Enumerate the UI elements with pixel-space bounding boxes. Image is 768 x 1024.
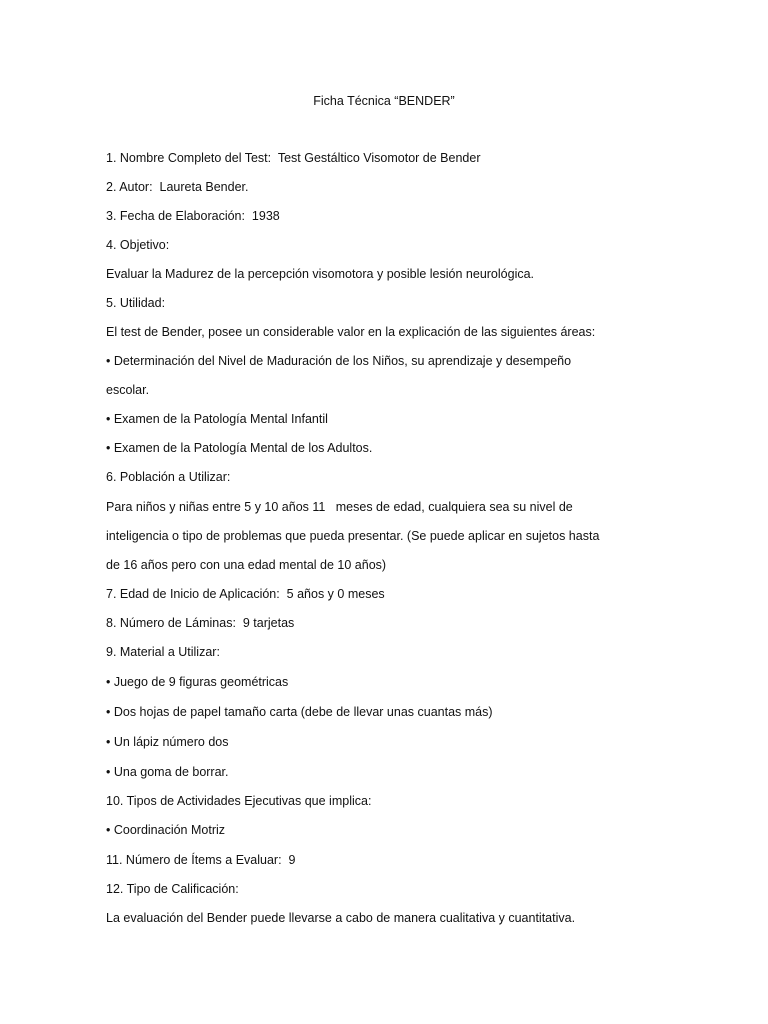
section-heading-material: 9. Material a Utilizar: <box>106 645 220 659</box>
section-heading-population: 6. Población a Utilizar: <box>106 470 231 484</box>
text-line-items: 11. Número de Ítems a Evaluar: 9 <box>106 853 296 867</box>
text-line-date: 3. Fecha de Elaboración: 1938 <box>106 209 280 223</box>
paragraph-line: Evaluar la Madurez de la percepción visomotora y posible lesión neurológica. <box>106 267 535 281</box>
paragraph-line: Para niños y niñas entre 5 y 10 años 11 meses de edad, cualquiera sea su nivel de <box>106 500 573 514</box>
bullet-item: • Examen de la Patología Mental Infantil <box>106 412 328 426</box>
section-heading-activities: 10. Tipos de Actividades Ejecutivas que implica: <box>106 794 372 808</box>
text-line-start-age: 7. Edad de Inicio de Aplicación: 5 años y 0 meses <box>106 587 385 601</box>
paragraph-line: La evaluación del Bender puede llevarse a cabo de manera cualitativa y cuantitativa. <box>106 911 576 925</box>
bullet-item: • Juego de 9 figuras geométricas <box>106 675 289 689</box>
bullet-item: • Determinación del Nivel de Maduración de los Niños, su aprendizaje y desempeño <box>106 354 572 368</box>
text-line-test-name: 1. Nombre Completo del Test: Test Gestáltico Visomotor de Bender <box>106 151 481 165</box>
paragraph-line: inteligencia o tipo de problemas que pueda presentar. (Se puede aplicar en sujetos hasta <box>106 529 600 543</box>
page-title: Ficha Técnica “BENDER” <box>313 94 455 108</box>
paragraph-line: de 16 años pero con una edad mental de 10 años) <box>106 558 387 572</box>
text-line-author: 2. Autor: Laureta Bender. <box>106 180 249 194</box>
paragraph-line: escolar. <box>106 383 150 397</box>
bullet-item: • Un lápiz número dos <box>106 735 229 749</box>
bullet-item: • Dos hojas de papel tamaño carta (debe de llevar unas cuantas más) <box>106 705 493 719</box>
bullet-item: • Una goma de borrar. <box>106 765 229 779</box>
paragraph-line: El test de Bender, posee un considerable valor en la explicación de las siguientes áreas: <box>106 325 596 339</box>
bullet-item: • Coordinación Motriz <box>106 823 226 837</box>
text-line-plates: 8. Número de Láminas: 9 tarjetas <box>106 616 295 630</box>
section-heading-utility: 5. Utilidad: <box>106 296 166 310</box>
section-heading-objective: 4. Objetivo: <box>106 238 170 252</box>
bullet-item: • Examen de la Patología Mental de los Adultos. <box>106 441 373 455</box>
section-heading-scoring: 12. Tipo de Calificación: <box>106 882 239 896</box>
